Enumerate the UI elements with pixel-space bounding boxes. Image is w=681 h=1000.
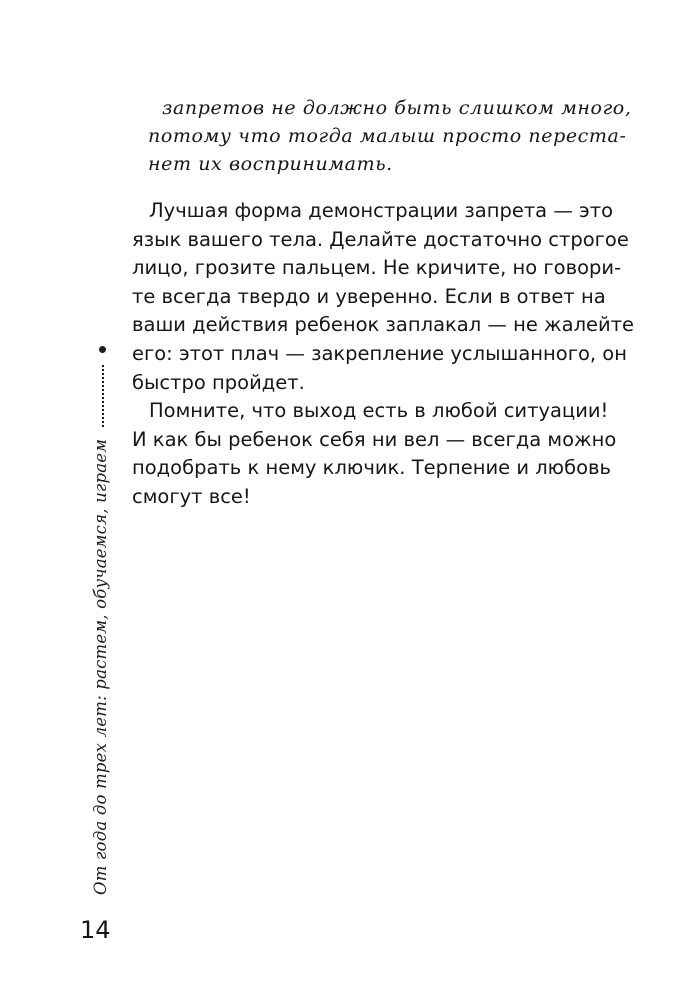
text-line: его: этот плач — закрепление услышанного, он [132,341,627,365]
text-line: язык вашего тела. Делайте достаточно строгое [132,227,629,251]
text-line: те всегда твердо и уверенно. Если в ответ на [132,284,606,308]
text-line: подобрать к нему ключик. Терпение и любовь [132,456,612,480]
quote-block [148,94,632,178]
text-line: смогут все! [132,484,251,508]
paragraph-2 [132,397,617,511]
quote-line: потому что тогда малыш просто переста- [148,125,627,147]
running-head-title: От года до трех лет: растем, обучаемся, играем [91,438,110,895]
text-line: ваши действия ребенок заплакал — не жалейте [132,313,635,337]
running-head [79,438,110,895]
quote-line: запретов не должно быть слишком много, [162,97,632,119]
text-line: И как бы ребенок себя ни вел — всегда можно [132,427,617,451]
dotted-leader [102,365,104,427]
text-line: быстро пройдет. [132,370,305,394]
quote-line: нет их воспринимать. [148,153,393,175]
paragraph-1 [132,197,635,397]
text-line: Лучшая форма демонстрации запрета — это [149,199,614,222]
bullet-dot-icon [99,346,106,353]
text-line: лицо, грозите пальцем. Не кричите, но говори- [132,256,622,280]
text-line: Помните, что выход есть в любой ситуации! [149,399,609,423]
body-text [132,197,635,512]
page-number: 14 [80,916,111,944]
